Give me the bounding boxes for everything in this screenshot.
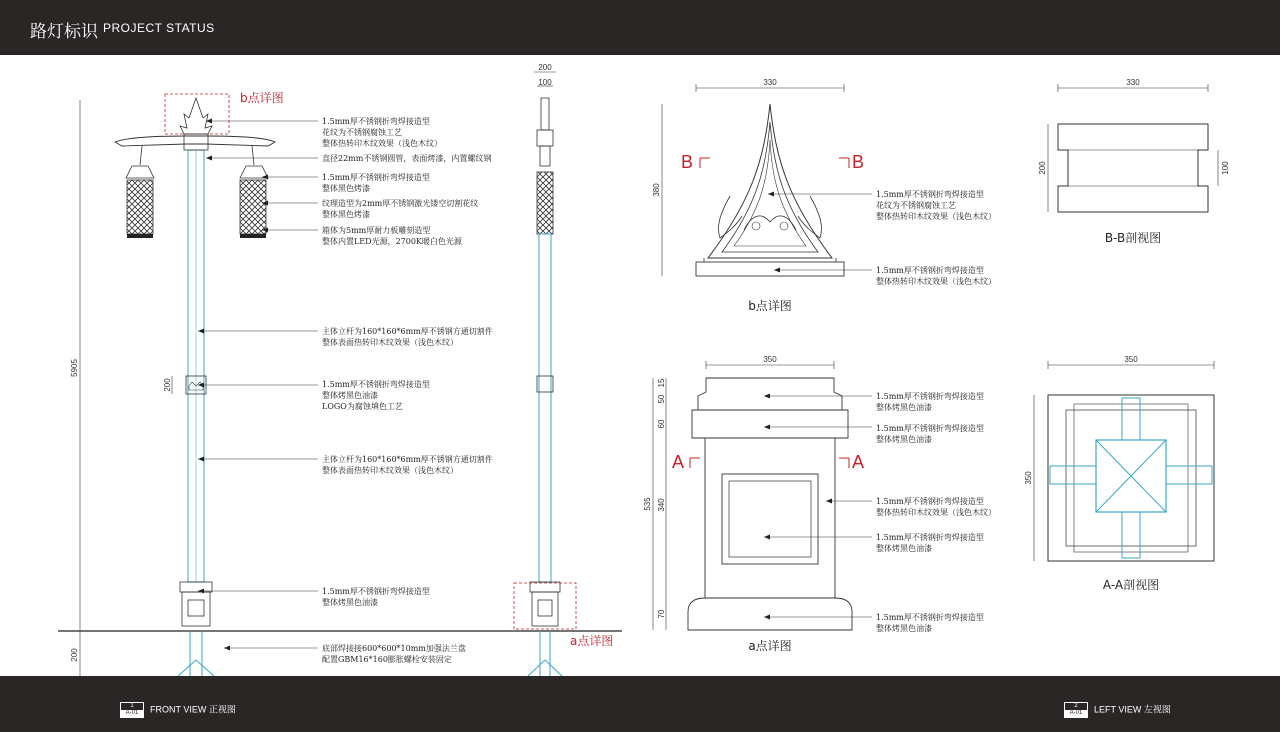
leader-arrow [826,499,832,504]
leader-arrow [764,535,770,540]
annotation-note: 整体热转印木纹效果（浅色木纹） [322,139,442,148]
annotation-note: 整体内置LED光源，2700K暖白色光源 [322,237,462,246]
annotation-note: 1.5mm厚不锈钢折弯焊接造型 [876,190,984,199]
base-dimension: 200 [70,648,79,662]
detail-a [643,355,996,653]
left-view-tag [1064,702,1171,718]
annotation-note: 整体表面热转印木纹效果（浅色木纹） [322,338,458,347]
detail-a-dimension: 70 [657,609,666,619]
pole-base [180,582,212,592]
detail-b-title: b点详图 [748,299,792,313]
annotation-note: 1.5mm厚不锈钢折弯焊接造型 [876,266,984,275]
page-title: 路灯标识 [30,22,98,42]
leader-arrow [262,175,268,180]
section-aa-outer [1048,395,1214,561]
section-bb [1038,78,1230,245]
annotation-note: LOGO为腐蚀填色工艺 [322,402,403,411]
left-view-number: 2 [1074,703,1078,709]
detail-a-total-height: 535 [643,497,652,511]
crown-outline [708,104,832,258]
detail-a-dimension: 50 [657,394,666,404]
section-bb-title: B-B剖视图 [1104,231,1162,245]
detail-a-notes [764,391,996,633]
crown-base [696,262,844,276]
annotation-note: 1.5mm厚不锈钢折弯焊接造型 [876,392,984,401]
leader-arrow [774,268,780,273]
front-view-sheet: A-01 [121,710,143,717]
detail-b [652,78,996,313]
section-b-right: B [852,152,865,172]
side-lantern [537,172,553,234]
section-a-right: A [852,452,865,472]
section-bb-profile [1058,124,1208,212]
detail-a-width: 350 [763,355,777,364]
section-aa-height: 350 [1024,471,1033,485]
annotation-note: 1.5mm厚不锈钢折弯焊接造型 [876,424,984,433]
header-bar [0,0,1280,55]
annotation-note: 整体热转印木纹效果（浅色木纹） [876,212,996,221]
detail-a-dimension: 340 [657,498,666,512]
leader-arrow [198,329,204,334]
annotation-note: 纹理造型为2mm厚不锈钢激光镂空切割花纹 [322,199,479,208]
annotation-note: 整体烤黑色油漆 [876,544,932,553]
lamp-arm [115,136,275,146]
annotation-note: 整体烤黑色油漆 [876,403,932,412]
annotation-note: 1.5mm厚不锈钢折弯焊接造型 [322,380,430,389]
detail-a-dimension: 15 [657,378,666,388]
leader-arrow [224,646,230,651]
side-pole [539,234,551,582]
section-bb-inner-height: 100 [1221,161,1230,175]
annotation-note: 配置GBM16*160膨胀螺栓安装固定 [322,655,452,664]
section-bb-height: 200 [1038,161,1047,175]
detail-b-notes [768,189,996,286]
leader-arrow [206,156,212,161]
drawing-sheet [0,55,1280,676]
annotation-note: 底部焊接接600*600*10mm加强法兰盘 [322,644,466,653]
annotation-note: 整体黑色烤漆 [322,210,370,219]
leader-arrow [198,589,204,594]
section-b-left: B [681,152,694,172]
leader-arrow [764,425,770,430]
section-aa-width: 350 [1124,355,1138,364]
annotation-note: 1.5mm厚不锈钢折弯焊接造型 [322,173,430,182]
side-top-dimension-2: 100 [538,78,552,87]
section-aa [1024,355,1214,592]
detail-b-width: 330 [763,78,777,87]
side-view [514,63,613,676]
annotation-note: 整体烤黑色油漆 [876,624,932,633]
front-view-label: FRONT VIEW 正视图 [150,704,236,715]
pedestal-panel [722,474,818,564]
annotation-note: 整体表面热转印木纹效果（浅色木纹） [322,466,458,475]
detail-a-callout [514,583,576,629]
annotation-note: 箱体为5mm厚耐力板雕刻造型 [322,226,431,235]
annotation-note: 主体立杆为160*160*6mm厚不锈钢方通切割件 [322,327,493,336]
annotation-note: 整体黑色烤漆 [322,184,370,193]
leader-arrow [198,457,204,462]
annotation-note: 整体烤黑色油漆 [876,435,932,444]
detail-a-title: a点详图 [748,639,792,653]
height-dimension: 5905 [70,359,79,377]
annotation-note: 整体热转印木纹效果（浅色木纹） [876,508,996,517]
detail-b-label: b点详图 [240,91,284,105]
annotation-note: 整体热转印木纹效果（浅色木纹） [876,277,996,286]
annotation-note: 花纹为不锈钢腐蚀工艺 [322,128,402,137]
leader-arrow [764,615,770,620]
logo-dimension: 200 [163,378,172,392]
leader-arrow [764,394,770,399]
annotation-note: 花纹为不锈钢腐蚀工艺 [876,201,956,210]
page-subtitle: PROJECT STATUS [103,21,215,35]
pedestal-body [705,438,835,598]
front-view-number: 1 [130,703,134,709]
section-bb-width: 330 [1126,78,1140,87]
annotation-note: 整体烤黑色油漆 [322,598,378,607]
side-top-dimension: 200 [538,63,552,72]
annotation-note: 1.5mm厚不锈钢折弯焊接造型 [322,117,430,126]
section-a-left: A [672,452,685,472]
annotation-note: 1.5mm厚不锈钢折弯焊接造型 [876,497,984,506]
front-view-tag [120,702,236,718]
annotation-note: 1.5mm厚不锈钢折弯焊接造型 [876,533,984,542]
annotation-note: 主体立杆为160*160*6mm厚不锈钢方通切割件 [322,455,493,464]
annotation-note: 整体烤黑色油漆 [322,391,378,400]
leader-arrow [768,192,774,197]
annotation-note: 1.5mm厚不锈钢折弯焊接造型 [322,587,430,596]
annotation-note: 直径22mm不锈钢圆管，表面烤漆，内置螺纹钢 [322,154,492,163]
annotation-note: 1.5mm厚不锈钢折弯焊接造型 [876,613,984,622]
lantern-left [126,166,154,238]
detail-b-height: 380 [652,183,661,197]
left-view-sheet: A-01 [1065,710,1087,717]
crown-ornament [180,98,212,134]
detail-a-dimension: 60 [657,419,666,429]
section-aa-title: A-A剖视图 [1102,578,1160,592]
pedestal-plinth [688,598,852,630]
left-view-label: LEFT VIEW 左视图 [1094,704,1171,715]
detail-a-label: a点详图 [570,634,614,648]
